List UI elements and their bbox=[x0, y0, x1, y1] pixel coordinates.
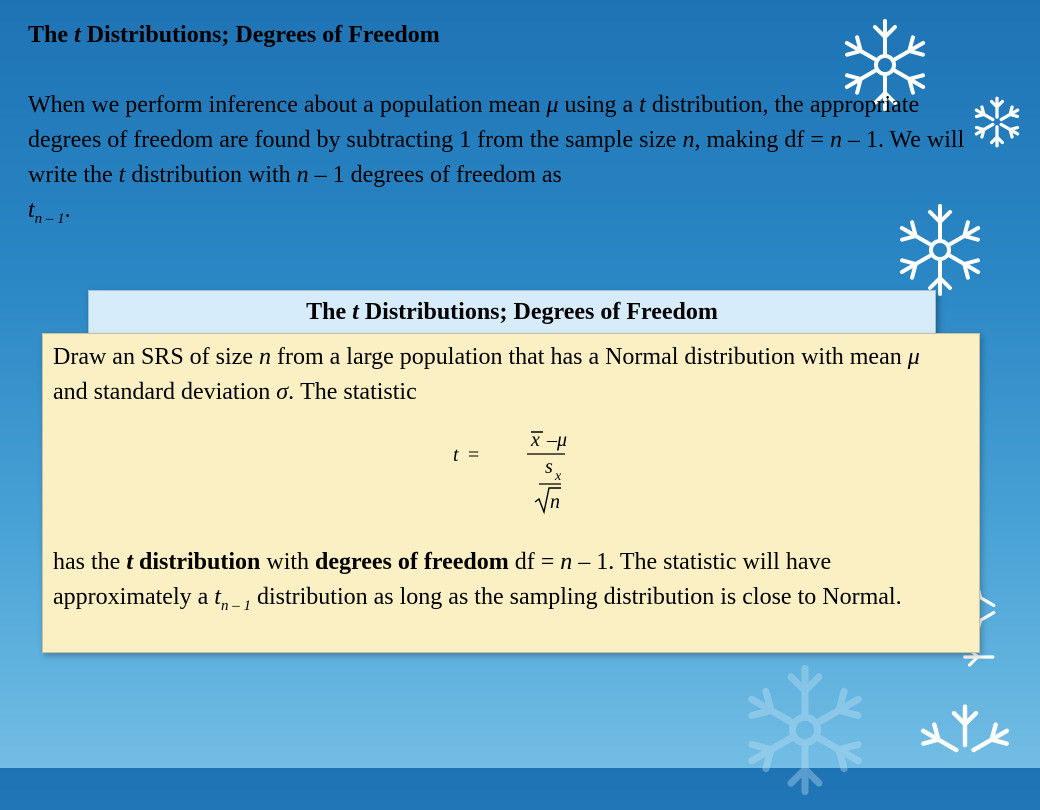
t-symbol: t bbox=[118, 162, 126, 188]
intro-paragraph bbox=[28, 88, 988, 237]
formula-n: n bbox=[550, 491, 560, 513]
formula-minus: – bbox=[547, 429, 557, 451]
definition-text: df = bbox=[508, 549, 561, 575]
title-post: Distributions; Degrees of Freedom bbox=[80, 22, 440, 48]
definition-paragraph-1 bbox=[53, 340, 953, 410]
intro-text: – 1. We will write the bbox=[28, 127, 965, 188]
n-symbol: n bbox=[258, 344, 271, 370]
n-symbol: n bbox=[296, 162, 309, 188]
definition-text: from a large population that has a Normal distribution with mean bbox=[270, 344, 908, 370]
n-symbol: n bbox=[560, 549, 573, 575]
snowflake-icon bbox=[910, 700, 1020, 810]
t-symbol: t bbox=[352, 299, 359, 325]
definition-text: with bbox=[260, 549, 316, 575]
intro-text: using a bbox=[558, 92, 640, 118]
definition-text: has the bbox=[53, 549, 127, 575]
definition-text: – 1. The statistic will have approximately a bbox=[53, 549, 832, 610]
intro-text: , making df = bbox=[694, 127, 830, 153]
formula-equals: = bbox=[468, 444, 480, 466]
formula-s-subscript: x bbox=[555, 469, 562, 484]
t-symbol: t bbox=[126, 549, 133, 575]
header-text: The bbox=[306, 299, 353, 325]
intro-text: distribution with bbox=[125, 162, 297, 188]
intro-text: . bbox=[64, 197, 71, 223]
bold-term: distribution bbox=[132, 549, 261, 575]
definition-text: Draw an SRS of size bbox=[53, 344, 259, 370]
definition-box-body bbox=[42, 333, 980, 653]
intro-text: When we perform inference about a population mean bbox=[28, 92, 547, 118]
title-var: t bbox=[74, 22, 81, 48]
formula-mu: μ bbox=[556, 429, 567, 451]
snowflake-icon bbox=[735, 660, 875, 800]
header-text: Distributions; Degrees of Freedom bbox=[358, 299, 718, 325]
definition-text: distribution as long as the sampling distribution is close to Normal. bbox=[250, 584, 902, 610]
mu-symbol: μ bbox=[546, 92, 559, 118]
t-symbol: t bbox=[28, 197, 35, 223]
title-pre: The bbox=[28, 22, 75, 48]
definition-text: . The statistic bbox=[288, 379, 417, 405]
t-subscript: n – 1 bbox=[34, 211, 65, 227]
slide-title bbox=[28, 22, 440, 49]
t-symbol: t bbox=[214, 584, 221, 610]
n-symbol: n bbox=[829, 127, 842, 153]
intro-text: distribution, the appropriate degrees of freedom are found by subtracting 1 from the sample size bbox=[28, 92, 920, 153]
formula-lhs: t bbox=[453, 444, 459, 466]
formula-s: s bbox=[545, 456, 553, 478]
definition-box-header bbox=[88, 290, 936, 334]
sigma-symbol: σ bbox=[276, 379, 289, 405]
mu-symbol: μ bbox=[907, 344, 920, 370]
bold-term: degrees of freedom bbox=[315, 549, 509, 575]
intro-text: – 1 degrees of freedom as bbox=[308, 162, 562, 188]
n-symbol: n bbox=[682, 127, 695, 153]
definition-paragraph-2 bbox=[53, 545, 953, 624]
formula-xbar: x bbox=[531, 429, 540, 451]
t-subscript: n – 1 bbox=[220, 598, 251, 614]
t-symbol: t bbox=[639, 92, 646, 118]
definition-text: and standard deviation bbox=[53, 379, 277, 405]
t-statistic-formula bbox=[435, 426, 565, 526]
